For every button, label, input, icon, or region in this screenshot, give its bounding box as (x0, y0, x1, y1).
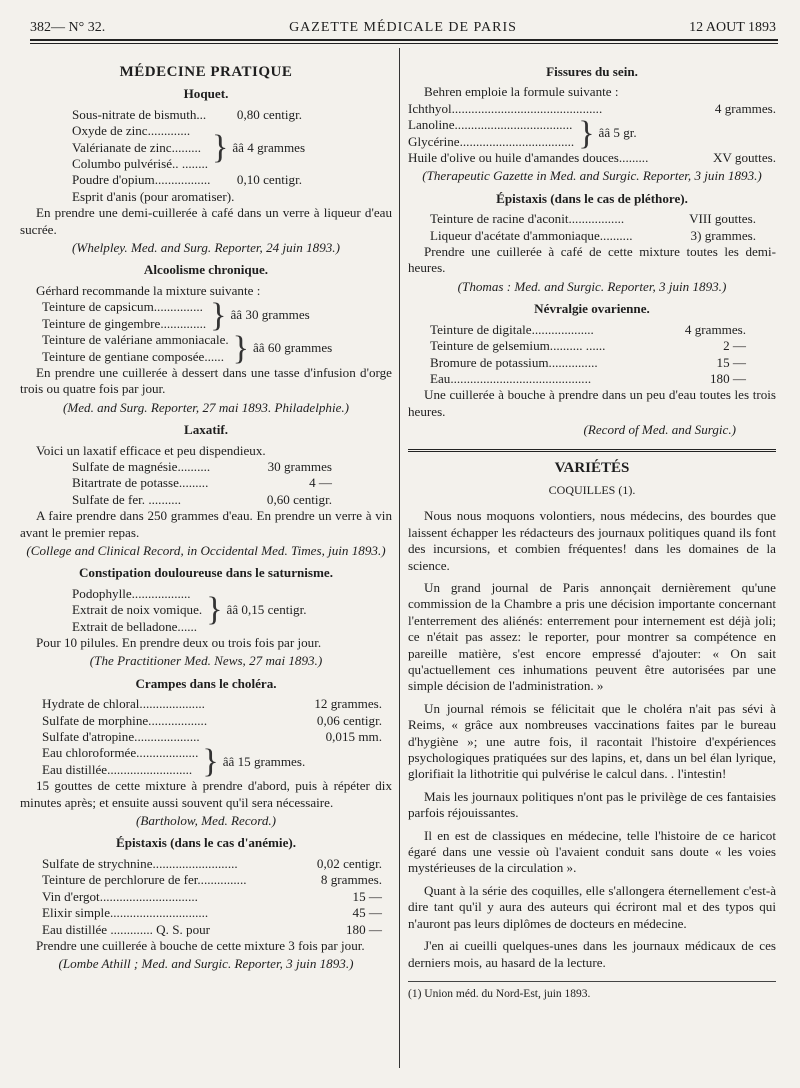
quantity: 45 — (352, 905, 382, 921)
ingredient-group (20, 586, 392, 635)
ingredient: Liqueur d'acétate d'ammoniaque.......... (430, 227, 633, 243)
recipe-row (408, 322, 776, 338)
citation: (Med. and Surg. Reporter, 27 mai 1893. Philadelphie.) (62, 399, 350, 415)
article-paragraph: Un grand journal de Paris annonçait dernièrement qu'une commission de la Chambre a pris une décision importante concernant l'enterrement des aliénés: enterrement pour internement est déjà joli; ce n'était pas assez: le reporter, pour montrer sa compétence en pareille matière, s'est encore empressé d'ajouter: « On sait qu'actuellement ces inhumations peuvent être autorisées par une simple décision de l'administration. » (408, 579, 776, 694)
section-title: MÉDECINE PRATIQUE (119, 64, 293, 80)
quantity: ââ 0,15 centigr. (226, 602, 307, 618)
page-header (30, 18, 776, 40)
article-paragraph: Nous nous moquons volontiers, nous médecins, des bourdes que laissent échapper les rédacteurs des journaux politiques quand ils font des incursions, et combien fréquentes! dans les domaines de la science. (408, 508, 776, 573)
recipe-row (408, 150, 776, 166)
ingredient-group (20, 742, 392, 780)
ingredient: Lanoline.................................... (408, 117, 573, 133)
header-rule (30, 39, 778, 41)
heading-alcoolisme: Alcoolisme chronique. (143, 262, 269, 278)
quantity: 0,10 centigr. (236, 172, 302, 188)
ingredient: Elixir simple.............................. (42, 905, 209, 921)
quantity: 4 — (309, 475, 332, 491)
section-divider (408, 449, 776, 452)
instruction-text: En prendre une demi-cuillerée à café dans un verre à liqueur d'eau sucrée. (20, 205, 392, 237)
brace: } (212, 128, 229, 166)
ingredient: Eau distillée ............. Q. S. pour (42, 921, 211, 937)
quantity: 0,015 mm. (325, 729, 382, 745)
recipe-row (408, 228, 776, 244)
ingredient: Teinture de perchlorure de fer............... (42, 872, 247, 888)
instruction-text: Une cuillerée à bouche à prendre dans un peu d'eau toutes les trois heures. (408, 387, 776, 419)
intro-text: Voici un laxatif efficace et peu dispendieux. (36, 442, 266, 458)
heading-fissures: Fissures du sein. (546, 64, 638, 79)
recipe-row (20, 492, 392, 508)
ingredient: Sulfate de strychnine.......................... (42, 855, 238, 871)
instruction-text: A faire prendre dans 250 grammes d'eau. En prendre un verre à vin avant le premier repas. (20, 508, 392, 540)
ingredient: Bromure de potassium............... (430, 354, 598, 370)
ingredient: Teinture de valériane ammoniacale. (42, 332, 229, 348)
ingredient: Sulfate de magnésie.......... (72, 458, 211, 474)
brace: } (210, 296, 227, 334)
quantity: 12 grammes. (314, 696, 382, 712)
brace: } (206, 591, 223, 629)
citation: (Bartholow, Med. Record.) (136, 813, 276, 829)
recipe-row (20, 922, 392, 938)
ingredient: Huile d'olive ou huile d'amandes douces......... (408, 150, 649, 166)
heading-hoquet: Hoquet. (183, 86, 229, 102)
heading-constipation: Constipation douloureuse dans le saturnisme. (78, 565, 334, 581)
heading-crampes: Crampes dans le choléra. (135, 675, 277, 691)
recipe-row (20, 696, 392, 712)
recipe-row (20, 107, 392, 123)
ingredient: Sulfate de fer. .......... (72, 491, 182, 507)
quantity: 180 — (345, 921, 382, 937)
recipe-row (20, 459, 392, 475)
article-paragraph: Un journal rémois se félicitait que le choléra n'ait pas sévi à Reims, « grâce aux nombreuses vaccinations faites par le bureau d'hygiène »; une autre fois, il racontait l'histoire d'expériences psychologiques pratiquées sur des lapins, et, dans un bel élan lyrique, glorifiait la lithotritie qui pulvérise le calcul dans. . l'intestin! (408, 700, 776, 782)
ingredient: Teinture de gentiane composée...... (42, 348, 224, 364)
ingredient: Oxyde de zinc............. (72, 123, 191, 139)
ingredient: Podophylle.................. (72, 585, 191, 601)
ingredient: Eau chloroformée................... (42, 745, 199, 761)
ingredient: Eau distillée.......................... (42, 761, 193, 777)
quantity: ââ 60 grammes (253, 340, 333, 356)
heading-nevralgie: Névralgie ovarienne. (534, 301, 650, 317)
article-paragraph: J'en ai cueilli quelques-unes dans les journaux médicaux de ces derniers mois, au hasard de la lecture. (408, 938, 776, 970)
brace: } (202, 742, 219, 780)
quantity: 30 grammes (267, 458, 332, 474)
instruction-text: 15 gouttes de cette mixture à prendre d'abord, puis à répéter dix minutes après; et ensuite aussi souvent qu'il sera nécessaire. (20, 778, 392, 810)
subheading-coquilles: COQUILLES (1). (548, 482, 636, 497)
instruction-text: Pour 10 pilules. En prendre deux ou trois fois par jour. (36, 635, 322, 650)
citation: (Whelpley. Med. and Surg. Reporter, 24 juin 1893.) (72, 240, 340, 256)
ingredient: Teinture de gelsemium.......... ...... (430, 338, 606, 354)
ingredient-group (20, 329, 392, 367)
ingredient: Teinture de digitale................... (430, 321, 594, 337)
ingredient: Sulfate de morphine.................. (42, 712, 208, 728)
ingredient-group (20, 296, 392, 334)
ingredient: Sulfate d'atropine.................... (42, 729, 200, 745)
recipe-row (20, 172, 392, 188)
ingredient: Vin d'ergot.............................. (42, 888, 198, 904)
heading-epistaxis-anemie: Épistaxis (dans le cas d'anémie). (115, 835, 297, 851)
right-column (408, 50, 776, 1002)
ingredient: Extrait de noix vomique. (72, 602, 203, 618)
brace: } (578, 114, 595, 152)
citation: (College and Clinical Record, in Occidental Med. Times, juin 1893.) (26, 542, 386, 558)
citation: (Therapeutic Gazette in Med. and Surgic. Reporter, 3 juin 1893.) (422, 168, 762, 184)
citation: (Lombe Athill ; Med. and Surgic. Reporter, 3 juin 1893.) (58, 956, 354, 972)
recipe-row (408, 211, 776, 227)
instruction-text: Prendre une cuillerée à café de cette mixture toutes les demi-heures. (408, 244, 776, 276)
quantity: 0,06 centigr. (316, 712, 382, 728)
quantity: 0,80 centigr. (236, 106, 302, 122)
recipe-row (20, 856, 392, 872)
quantity: 4 grammes. (684, 321, 746, 337)
header-rule-thin (30, 43, 778, 44)
quantity: 4 grammes. (714, 100, 776, 116)
recipe-row (20, 713, 392, 729)
page-number: 382— N° 32. (30, 20, 106, 35)
quantity: 8 grammes. (320, 872, 382, 888)
intro-text: Behren emploie la formule suivante : (424, 84, 619, 100)
ingredient: Teinture de racine d'aconit................. (430, 211, 625, 227)
citation: (Thomas : Med. and Surgic. Reporter, 3 juin 1893.) (457, 278, 727, 294)
quantity: 0,02 centigr. (316, 855, 382, 871)
recipe-row (20, 889, 392, 905)
article-paragraph: Il en est de classiques en médecine, telle l'histoire de ce haricot égaré dans une vessie où l'avaient conduit sans doute « les voies mystérieuses de la circulation ». (408, 827, 776, 876)
article-paragraph: Mais les journaux politiques n'ont pas le privilège de ces fantaisies parfois réjouissantes. (408, 788, 776, 821)
article-paragraph: Quant à la série des coquilles, elle s'allongera éternellement c'est-à dire tant qu'il y aura des auteurs qui écriront mal et des typos qui n'auront pas leurs diplômes de docteurs en médecine. (408, 882, 776, 931)
quantity: 2 — (723, 338, 746, 354)
ingredient: Poudre d'opium................. (72, 172, 211, 188)
ingredient-group (20, 123, 392, 172)
ingredient: Eau........................................... (430, 370, 592, 386)
left-column (20, 50, 392, 977)
ingredient: Ichthyol.............................................. (408, 100, 603, 116)
ingredient: Columbo pulvérisé.. ........ (72, 156, 209, 172)
ingredient: Hydrate de chloral.................... (42, 696, 205, 712)
instruction-text: Prendre une cuillerée à bouche de cette mixture 3 fois par jour. (36, 937, 365, 953)
ingredient: Glycérine................................... (408, 133, 575, 149)
recipe-row (20, 905, 392, 921)
heading-epistaxis-plethore: Épistaxis (dans le cas de pléthore). (496, 190, 688, 206)
recipe-row (20, 872, 392, 888)
ingredient-group (408, 114, 776, 152)
quantity: 15 — (716, 354, 746, 370)
recipe-row (20, 475, 392, 491)
recipe-row (408, 371, 776, 387)
quantity: 180 — (709, 370, 746, 386)
intro-text: Gérhard recommande la mixture suivante : (36, 282, 261, 298)
citation: (Record of Med. and Surgic.) (583, 422, 736, 438)
ingredient: Teinture de gingembre.............. (42, 315, 207, 331)
recipe-row (408, 338, 776, 354)
issue-date: 12 AOUT 1893 (689, 20, 776, 35)
brace: } (232, 329, 249, 367)
ingredient: Sous-nitrate de bismuth... (72, 106, 207, 122)
quantity: 0,60 centigr. (266, 491, 332, 507)
journal-title: GAZETTE MÉDICALE DE PARIS (289, 20, 517, 35)
quantity: 3) grammes. (690, 227, 756, 243)
ingredient: Valérianate de zinc......... (72, 139, 202, 155)
quantity: ââ 15 grammes. (222, 753, 306, 769)
ingredient: Esprit d'anis (pour aromatiser). (72, 188, 235, 204)
quantity: ââ 5 gr. (598, 125, 637, 141)
heading-varietes: VARIÉTÉS (554, 459, 630, 476)
quantity: XV gouttes. (712, 150, 776, 166)
ingredient: Teinture de capsicum............... (42, 299, 203, 315)
footnote: (1) Union méd. du Nord-Est, juin 1893. (408, 981, 776, 1002)
quantity: ââ 30 grammes (230, 307, 310, 323)
quantity: ââ 4 grammes (232, 139, 306, 155)
ingredient: Bitartrate de potasse......... (72, 475, 209, 491)
column-divider (399, 48, 400, 1068)
citation: (The Practitioner Med. News, 27 mai 1893.) (89, 653, 323, 669)
quantity: 15 — (352, 888, 382, 904)
recipe-row (408, 355, 776, 371)
ingredient: Extrait de belladone...... (72, 618, 198, 634)
instruction-text: En prendre une cuillerée à dessert dans une tasse d'infusion d'orge trois ou quatre fois par jour. (20, 364, 392, 397)
quantity: VIII gouttes. (689, 211, 756, 227)
heading-laxatif: Laxatif. (183, 422, 228, 438)
